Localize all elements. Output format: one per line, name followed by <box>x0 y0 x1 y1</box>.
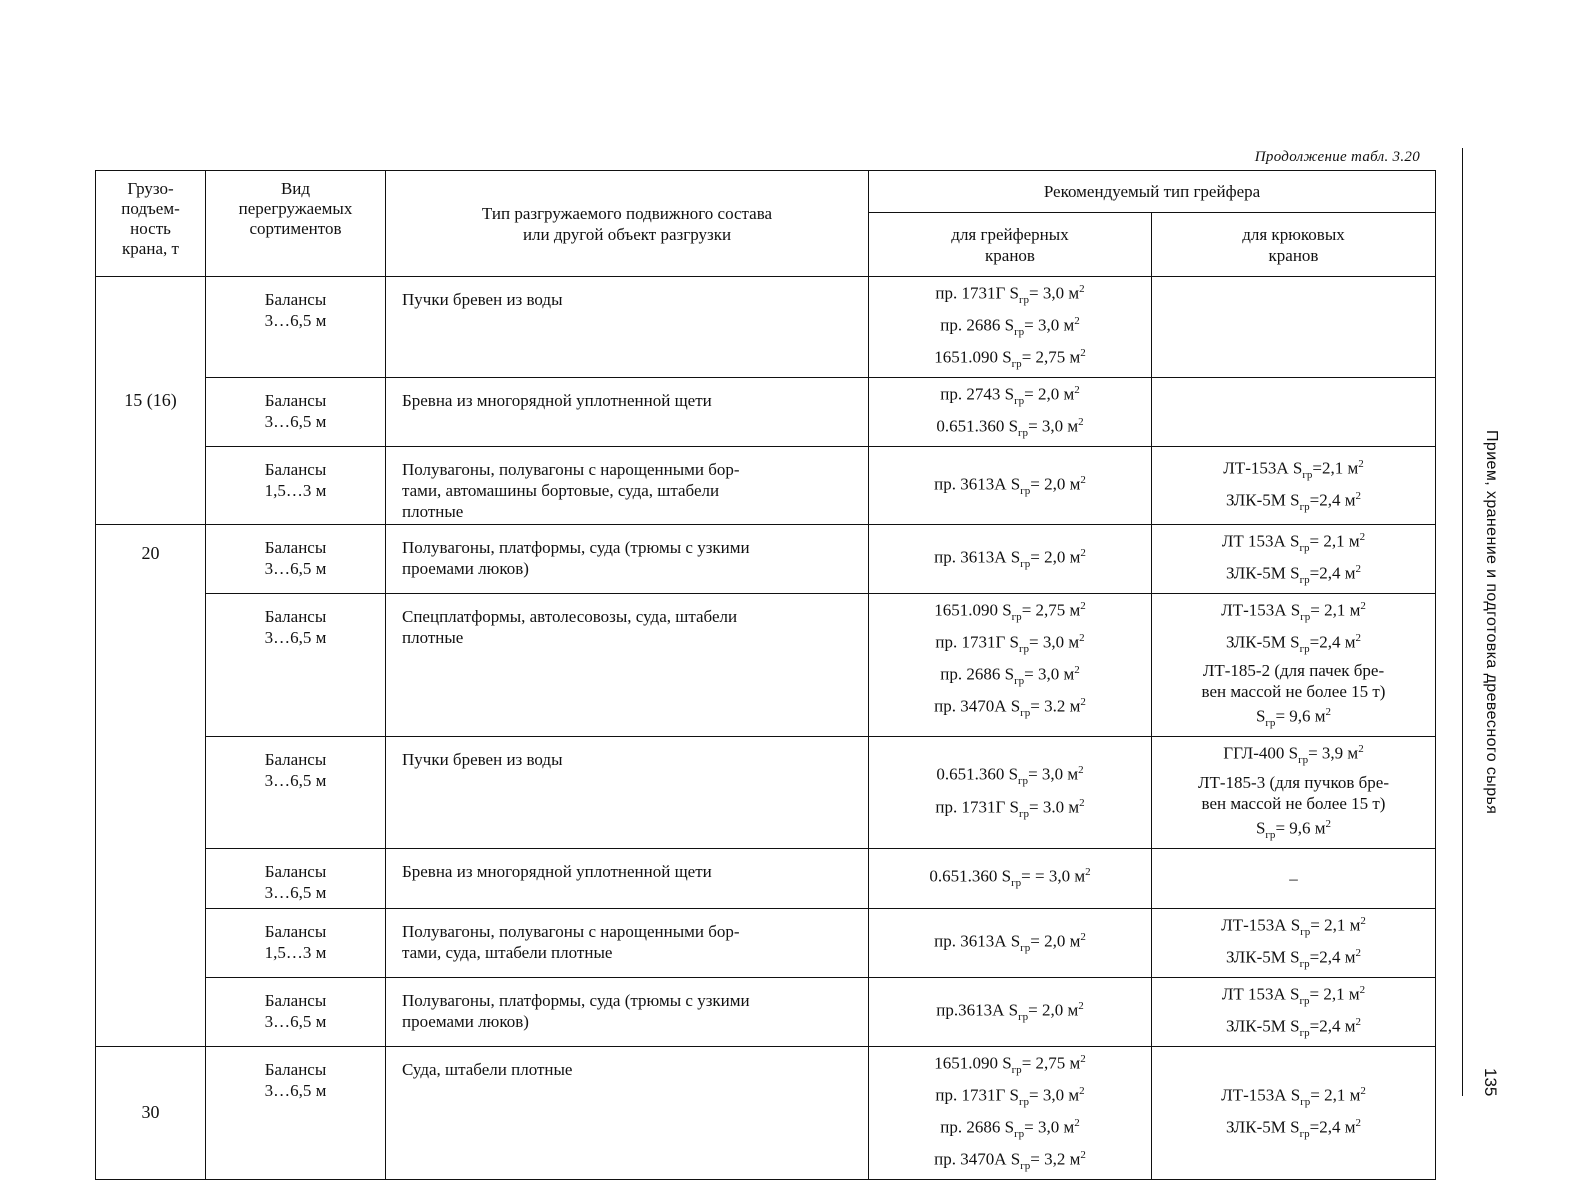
grab-spec-line: пр. 3470А $S_{гр}= 3.2$ $м^2$ <box>934 696 1086 720</box>
grab-spec-line: пр. 1731Г $S_{гр}= 3.0$ $м^2$ <box>935 796 1085 820</box>
hook-spec-line: ЗЛК-5М $S_{гр}=2,4$ $м^2$ <box>1226 946 1361 970</box>
cell-grab-crane <box>869 378 1152 447</box>
cell-grab-crane <box>869 594 1152 737</box>
grab-spec-line: 1651.090 $S_{гр}= 2,75$ $м^2$ <box>934 347 1086 371</box>
cell-sort: Балансы 3…6,5 м <box>206 378 386 447</box>
cell-hook-crane <box>1152 848 1436 908</box>
running-title: Прием, хранение и подготовка древесного сырья <box>1483 430 1500 815</box>
cell-grab-crane <box>869 277 1152 378</box>
cell-sort: Балансы 1,5…3 м <box>206 908 386 977</box>
grab-type-table <box>95 170 1436 1180</box>
cell-grab-crane <box>869 1046 1152 1179</box>
cell-object: Суда, штабели плотные <box>386 1046 869 1179</box>
hook-spec-line: ЛТ 153А $S_{гр}= 2,1$ $м^2$ <box>1221 983 1366 1007</box>
hook-spec-line: ЗЛК-5М $S_{гр}=2,4$ $м^2$ <box>1226 1116 1361 1140</box>
table-row <box>96 525 1436 594</box>
grab-spec-line: пр. 2686 $S_{гр}= 3,0$ $м^2$ <box>940 1116 1080 1140</box>
cell-sort: Балансы 3…6,5 м <box>206 1046 386 1179</box>
cell-hook-crane <box>1152 594 1436 737</box>
grab-spec-line: 0.651.360 $S_{гр}= 3,0$ $м^2$ <box>936 416 1084 440</box>
table-row <box>96 737 1436 848</box>
table-row <box>96 1046 1436 1179</box>
hook-spec-line: $S_{гр}= 9,6$ $м^2$ <box>1255 706 1332 730</box>
table-row <box>96 378 1436 447</box>
cell-capacity: 15 (16) <box>96 277 206 525</box>
grab-spec-line: пр. 3470А $S_{гр}= 3,2$ $м^2$ <box>934 1148 1086 1172</box>
grab-spec-line: 0.651.360 $S_{гр}= 3,0$ $м^2$ <box>936 764 1084 788</box>
cell-capacity: 30 <box>96 1046 206 1179</box>
cell-capacity: 20 <box>96 525 206 1047</box>
page-number: 135 <box>1481 1068 1500 1097</box>
grab-spec-line: пр.3613А $S_{гр}= 2,0$ $м^2$ <box>936 999 1084 1023</box>
header-recommended: Рекомендуемый тип грейфера <box>869 171 1436 213</box>
cell-sort: Балансы 3…6,5 м <box>206 594 386 737</box>
grab-spec-line: пр. 2686 $S_{гр}= 3,0$ $м^2$ <box>940 315 1080 339</box>
hook-spec-line: ГГЛ-400 $S_{гр}= 3,9$ $м^2$ <box>1223 743 1364 767</box>
table-body <box>96 277 1436 1180</box>
cell-grab-crane <box>869 977 1152 1046</box>
grab-spec-line: пр. 2686 $S_{гр}= 3,0$ $м^2$ <box>940 664 1080 688</box>
cell-sort: Балансы 3…6,5 м <box>206 525 386 594</box>
cell-object: Пучки бревен из воды <box>386 277 869 378</box>
table-row <box>96 848 1436 908</box>
header-grab-cranes: для грейферных кранов <box>869 213 1152 277</box>
header-sort: Вид перегружаемых сортиментов <box>206 171 386 277</box>
grab-spec-line: пр. 3613А $S_{гр}= 2,0$ $м^2$ <box>934 473 1086 497</box>
cell-object: Полувагоны, полувагоны с нарощенными бор- тами, суда, штабели плотные <box>386 908 869 977</box>
cell-grab-crane <box>869 447 1152 525</box>
grab-spec-line: пр. 3613А $S_{гр}= 2,0$ $м^2$ <box>934 547 1086 571</box>
table-continuation-label: Продолжение табл. 3.20 <box>1254 149 1420 165</box>
cell-hook-crane <box>1152 977 1436 1046</box>
header-hook-cranes: для крюковых кранов <box>1152 213 1436 277</box>
header-object: Тип разгружаемого подвижного состава или другой объект разгрузки <box>386 171 869 277</box>
grab-spec-line: 0.651.360 $S_{гр}= = 3,0$ $м^2$ <box>929 866 1091 890</box>
cell-hook-crane <box>1152 447 1436 525</box>
cell-object: Полувагоны, полувагоны с нарощенными бор- тами, автомашины бортовые, суда, штабели плотные <box>386 447 869 525</box>
cell-object: Полувагоны, платформы, суда (трюмы с узкими проемами люков) <box>386 977 869 1046</box>
hook-spec-line: ЗЛК-5М $S_{гр}=2,4$ $м^2$ <box>1226 489 1361 513</box>
hook-spec-line: ЛТ 153А $S_{гр}= 2,1$ $м^2$ <box>1221 531 1366 555</box>
table-row <box>96 908 1436 977</box>
cell-hook-crane <box>1152 378 1436 447</box>
hook-spec-line: ЛТ-185-2 (для пачек бре- <box>1202 661 1385 681</box>
cell-hook-crane <box>1152 737 1436 848</box>
hook-spec-line: ЛТ-185-3 (для пучков бре- <box>1197 772 1390 792</box>
hook-spec-line: – <box>1289 868 1298 888</box>
grab-spec-line: пр. 1731Г $S_{гр}= 3,0$ $м^2$ <box>935 1084 1085 1108</box>
hook-spec-line: ЛТ-153А $S_{гр}=2,1$ $м^2$ <box>1223 457 1364 481</box>
hook-spec-line: ЛТ-153А $S_{гр}= 2,1$ $м^2$ <box>1221 1084 1366 1108</box>
page-margin-rule <box>1462 148 1463 1096</box>
cell-hook-crane <box>1152 277 1436 378</box>
hook-spec-line: ЗЛК-5М $S_{гр}=2,4$ $м^2$ <box>1226 563 1361 587</box>
hook-spec-line: ЛТ-153А $S_{гр}= 2,1$ $м^2$ <box>1221 914 1366 938</box>
cell-grab-crane <box>869 737 1152 848</box>
hook-spec-line: вен массой не более 15 т) <box>1201 793 1386 813</box>
cell-sort: Балансы 3…6,5 м <box>206 848 386 908</box>
hook-spec-line: $S_{гр}= 9,6$ $м^2$ <box>1255 817 1332 841</box>
hook-spec-line: ЗЛК-5М $S_{гр}=2,4$ $м^2$ <box>1226 1015 1361 1039</box>
grab-spec-line: пр. 2743 $S_{гр}= 2,0$ $м^2$ <box>940 384 1080 408</box>
hook-spec-line: ЛТ-153А $S_{гр}= 2,1$ $м^2$ <box>1221 600 1366 624</box>
cell-object: Бревна из многорядной уплотненной щети <box>386 848 869 908</box>
table-row <box>96 977 1436 1046</box>
cell-object: Бревна из многорядной уплотненной щети <box>386 378 869 447</box>
cell-hook-crane <box>1152 525 1436 594</box>
cell-grab-crane <box>869 908 1152 977</box>
cell-sort: Балансы 1,5…3 м <box>206 447 386 525</box>
table-row <box>96 594 1436 737</box>
cell-hook-crane <box>1152 908 1436 977</box>
cell-object: Спецплатформы, автолесовозы, суда, штабели плотные <box>386 594 869 737</box>
cell-object: Полувагоны, платформы, суда (трюмы с узкими проемами люков) <box>386 525 869 594</box>
hook-spec-line: вен массой не более 15 т) <box>1201 682 1386 702</box>
cell-object: Пучки бревен из воды <box>386 737 869 848</box>
header-capacity: Грузо- подъем- ность крана, т <box>96 171 206 277</box>
cell-grab-crane <box>869 848 1152 908</box>
grab-spec-line: пр. 3613А $S_{гр}= 2,0$ $м^2$ <box>934 930 1086 954</box>
hook-spec-line: ЗЛК-5М $S_{гр}=2,4$ $м^2$ <box>1226 632 1361 656</box>
table-row <box>96 447 1436 525</box>
cell-grab-crane <box>869 525 1152 594</box>
grab-spec-line: 1651.090 $S_{гр}= 2,75$ $м^2$ <box>934 1052 1086 1076</box>
cell-sort: Балансы 3…6,5 м <box>206 977 386 1046</box>
table-row <box>96 277 1436 378</box>
grab-spec-line: 1651.090 $S_{гр}= 2,75$ $м^2$ <box>934 600 1086 624</box>
cell-sort: Балансы 3…6,5 м <box>206 737 386 848</box>
grab-spec-line: пр. 1731Г $S_{гр}= 3,0$ $м^2$ <box>935 283 1085 307</box>
cell-hook-crane <box>1152 1046 1436 1179</box>
grab-spec-line: пр. 1731Г $S_{гр}= 3,0$ $м^2$ <box>935 632 1085 656</box>
cell-sort: Балансы 3…6,5 м <box>206 277 386 378</box>
